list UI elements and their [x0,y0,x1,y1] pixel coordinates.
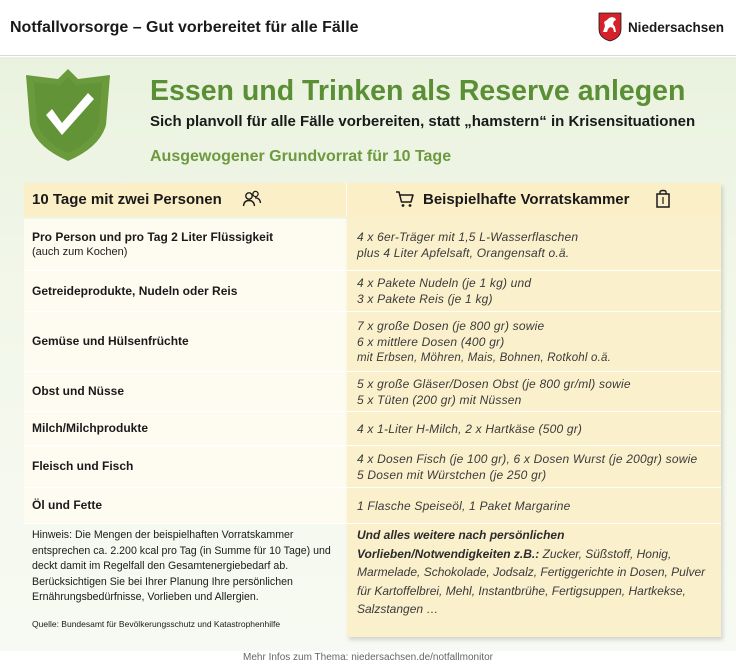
brand-name: Niedersachsen [627,19,724,35]
category-label: Milch/Milchprodukte [32,421,149,435]
pantry-line: 4 x 6er-Träger mit 1,5 L-Wasserflaschen [357,229,579,244]
subhead: Ausgewogener Grundvorrat für 10 Tage [150,148,452,165]
right-header-label: Beispielhafte Vorratskammer [423,191,630,208]
footer-link-text: Mehr Infos zum Thema: niedersachsen.de/notfallmonitor [243,652,493,663]
source-note: Quelle: Bundesamt für Bevölkerungsschutz und Katastrophenhilfe [32,619,281,629]
left-header-label: 10 Tage mit zwei Personen [32,191,222,208]
category-note: (auch zum Kochen) [32,246,128,258]
pantry-line: 5 x Tüten (200 gr) mit Nüssen [357,392,522,407]
category-label: Gemüse und Hülsenfrüchte [32,334,189,348]
category-label: Pro Person und pro Tag 2 Liter Flüssigkeit [32,230,274,244]
pantry-row [347,219,721,271]
pantry-line: plus 4 Liter Apfelsaft, Orangensaft o.ä. [357,245,570,260]
category-label: Getreideprodukte, Nudeln oder Reis [32,283,238,298]
category-row [24,312,347,372]
page-title: Notfallvorsorge – Gut vorbereitet für alle Fälle [10,19,359,36]
pantry-row [347,271,721,312]
pantry-line: 7 x große Dosen (je 800 gr) sowie [357,318,545,333]
pantry-line: 4 x Pakete Nudeln (je 1 kg) und [357,276,532,290]
pantry-row [347,488,721,524]
pantry-line: 3 x Pakete Reis (je 1 kg) [357,292,493,306]
pantry-row [347,372,721,412]
extra-lead: Und alles weitere nach persönlichen Vorlieben/Notwendigkeiten z.B.: [357,528,565,561]
pantry-line: mit Erbsen, Möhren, Mais, Bohnen, Rotkohl o.ä. [357,351,612,364]
extra-items [357,526,713,619]
category-row [24,412,347,446]
pantry-row [347,312,721,372]
category-row [24,488,347,524]
right-column-header [347,183,721,217]
top-bar [0,0,736,56]
niedersachsen-horse-crest-icon [598,12,622,42]
pantry-row [347,446,721,488]
extra-list: Zucker, Süßstoff, Honig, Marmelade, Schokolade, Jodsalz, Fertiggerichte in Dosen, Pulver für Kartoffelbrei, Mehl, Instantbrühe, Fertigsuppen, Hartkekse, Salzstangen … [357,546,706,616]
category-row [24,271,347,312]
brand-logo [598,12,724,42]
shopping-cart-icon [395,189,415,209]
subline: Sich planvoll für alle Fälle vorbereiten, statt „hamstern“ in Krisensituationen [150,113,696,130]
infographic-canvas [0,57,736,651]
category-row [24,372,347,412]
category-rows [24,219,347,524]
shield-check-icon [22,67,114,163]
shopping-bag-icon [653,189,673,209]
pantry-row [347,412,721,446]
category-row [24,446,347,488]
category-label: Fleisch und Fisch [32,459,134,473]
pantry-line: 4 x Dosen Fisch (je 100 gr), 6 x Dosen Wurst (je 200gr) sowie [357,451,698,466]
pantry-line: 4 x 1-Liter H-Milch, 2 x Hartkäse (500 gr) [357,421,583,436]
headline: Essen und Trinken als Reserve anlegen [150,75,686,107]
pantry-line: 6 x mittlere Dosen (400 gr) [357,334,505,349]
pantry-line: 1 Flasche Speiseöl, 1 Paket Margarine [357,498,571,513]
category-column [24,183,347,637]
two-persons-icon [242,189,262,209]
category-row [24,219,347,271]
pantry-line: 5 Dosen mit Würstchen (je 250 gr) [357,467,547,482]
pantry-column [347,183,721,637]
category-label: Öl und Fette [32,498,102,512]
pantry-line: 5 x große Gläser/Dosen Obst (je 800 gr/ml) sowie [357,376,631,391]
left-column-header [24,183,347,217]
pantry-rows [347,219,721,524]
hint-note: Hinweis: Die Mengen der beispielhaften Vorratskammer entsprechen ca. 2.200 kcal pro Tag (in Summe für 10 Tage) und deckt damit im Regelfall den Gesamtenergiebedarf ab. Berücksichtigen Sie bei Ihrer Planung Ihre persönlichen Ernährungsbedürfnisse, Vorlieben und Allergien. [32,529,331,603]
category-label: Obst und Nüsse [32,384,125,398]
